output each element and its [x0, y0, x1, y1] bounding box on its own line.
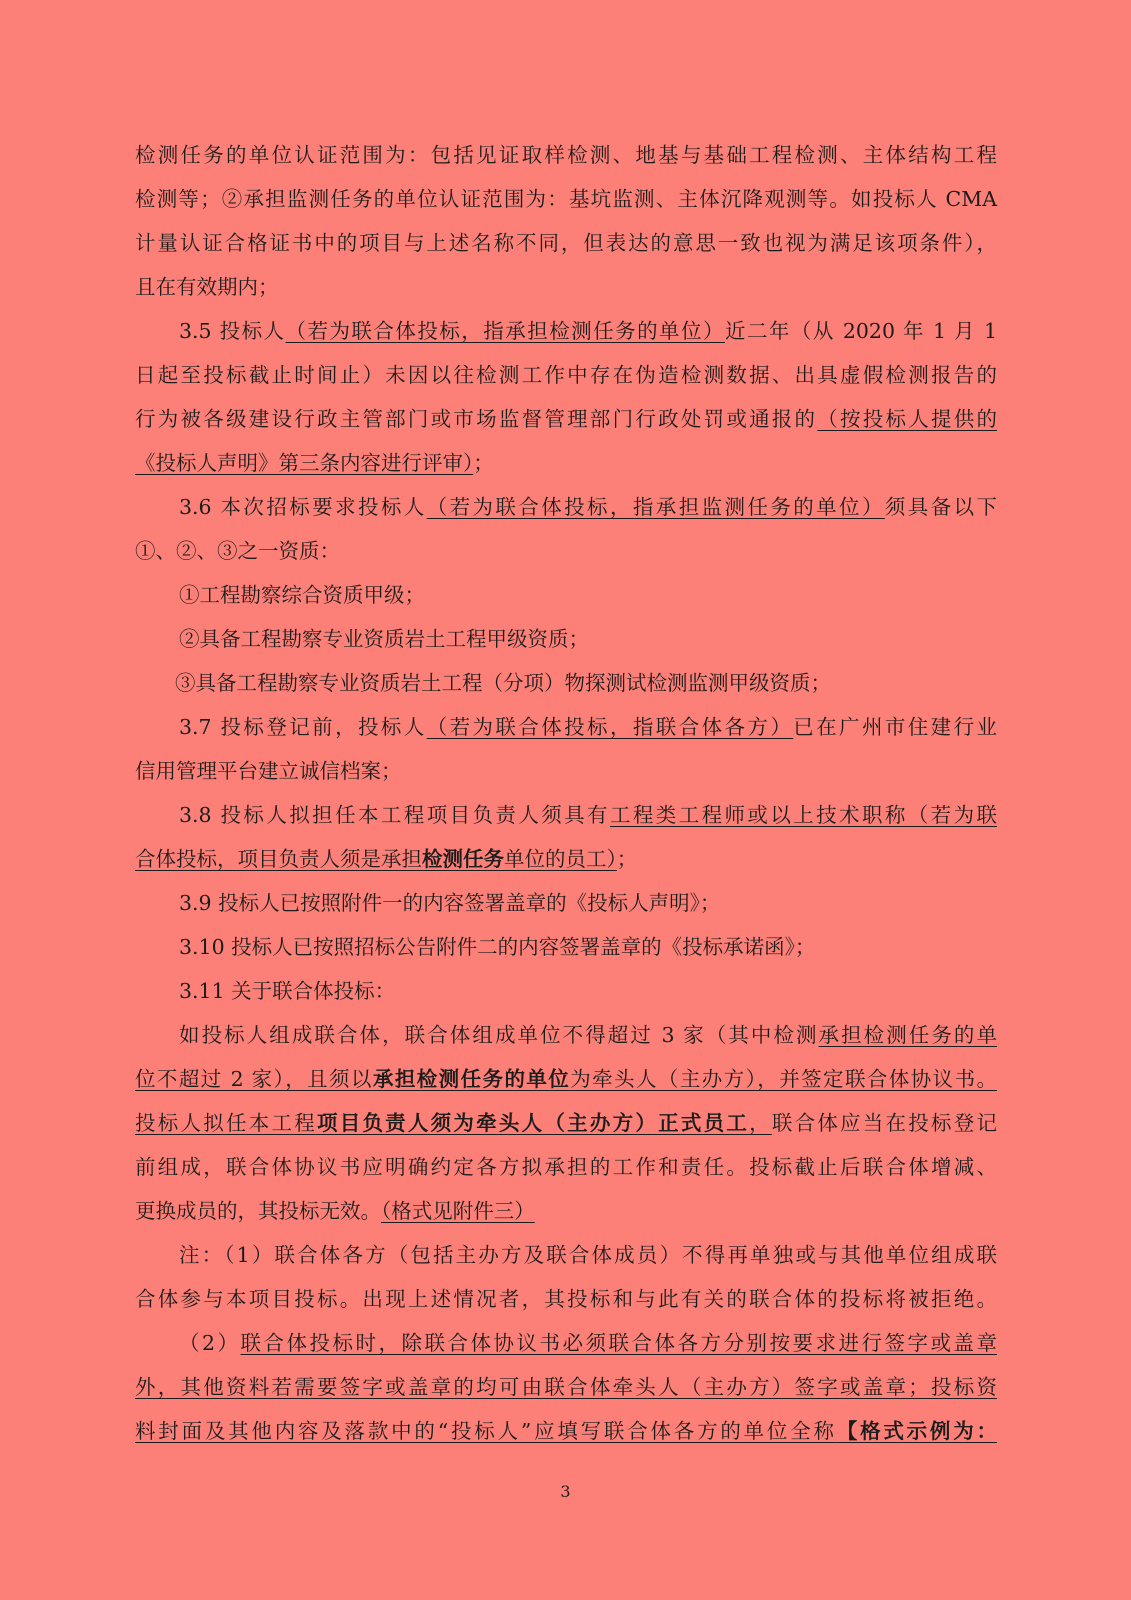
- text-line: [135, 177, 997, 221]
- text-segment: 计量认证合格证书中的项目与上述名称不同，但表达的意思一致也视为满足该项条件），: [135, 231, 997, 255]
- text-segment: 3.6 本次招标要求投标人: [179, 495, 427, 519]
- text-segment: 检测等；②承担监测任务的单位认证范围为：基坑监测、主体沉降观测等。如投标人 CMA: [135, 187, 997, 211]
- text-segment: ；: [616, 847, 638, 871]
- text-line: [135, 617, 997, 661]
- underlined-text: （按投标人提供的: [817, 407, 997, 431]
- text-line: [135, 1013, 997, 1057]
- text-segment: （2）: [179, 1331, 241, 1355]
- underlined-text: （格式见附件三）: [381, 1199, 535, 1223]
- text-segment: 合体参与本项目投标。出现上述情况者，其投标和与此有关的联合体的投标将被拒绝。: [135, 1287, 997, 1311]
- text-segment: 行为被各级建设行政主管部门或市场监督管理部门行政处罚或通报的: [135, 407, 818, 431]
- text-line: [135, 1101, 997, 1145]
- text-line: [135, 1277, 997, 1321]
- text-line: [135, 1365, 997, 1409]
- text-segment: 如投标人组成联合体，联合体组成单位不得超过 3 家（其中检测: [179, 1023, 819, 1047]
- text-segment: 日起至投标截止时间止）未因以往检测工作中存在伪造检测数据、出具虚假检测报告的: [135, 363, 997, 387]
- underlined-text: ，: [749, 1111, 772, 1135]
- text-line: [135, 309, 997, 353]
- text-line: [135, 1189, 997, 1233]
- text-line: [135, 221, 997, 265]
- underlined-text: 外，其他资料若需要签字或盖章的均可由联合体牵头人（主办方）签字或盖章；投标资: [135, 1375, 997, 1399]
- text-segment: 3.11 关于联合体投标：: [179, 979, 396, 1003]
- underlined-text: （若为联合体投标，指联合体各方）: [426, 715, 794, 739]
- text-segment: ②具备工程勘察专业资质岩土工程甲级资质；: [179, 627, 589, 651]
- text-segment: 已在广州市住建行业: [793, 715, 997, 739]
- text-line: [135, 881, 997, 925]
- document-body: [135, 133, 997, 1453]
- text-segment: 联合体应当在投标登记: [771, 1111, 998, 1135]
- underlined-text: 项目负责人须为牵头人（主办方）正式员工: [316, 1111, 750, 1135]
- text-segment: 3.5 投标人: [179, 319, 286, 343]
- underlined-text: 联合体投标时，除联合体协议书必须联合体各方分别按要求进行签字或盖章: [240, 1331, 998, 1355]
- text-line: [135, 397, 997, 441]
- text-line: [135, 265, 997, 309]
- text-segment: 3.8 投标人拟担任本工程项目负责人须具有: [179, 803, 610, 827]
- underlined-text: 承担检测任务的单: [818, 1023, 998, 1047]
- text-line: [135, 1233, 997, 1277]
- text-line: [135, 1409, 997, 1453]
- underlined-text: 投标人拟任本工程: [135, 1111, 317, 1135]
- underlined-text: 料封面及其他内容及落款中的“投标人”应填写联合体各方的单位全称: [135, 1419, 837, 1443]
- text-segment: 检测任务的单位认证范围为：包括见证取样检测、地基与基础工程检测、主体结构工程: [135, 143, 997, 167]
- text-line: [135, 1145, 997, 1189]
- text-line: [135, 749, 997, 793]
- text-segment: ③具备工程勘察专业资质岩土工程（分项）物探测试检测监测甲级资质；: [175, 671, 831, 695]
- underlined-text: 承担检测任务的单位: [372, 1067, 571, 1091]
- text-line: [135, 573, 997, 617]
- text-segment: 3.10 投标人已按照招标公告附件二的内容签署盖章的《投标承诺函》；: [179, 935, 816, 959]
- text-line: [135, 133, 997, 177]
- text-segment: ①工程勘察综合资质甲级；: [179, 583, 425, 607]
- underlined-text: 位不超过 2 家），且须以: [135, 1067, 373, 1091]
- text-segment: 更换成员的，其投标无效。: [135, 1199, 381, 1223]
- text-line: [135, 925, 997, 969]
- text-segment: 3.7 投标登记前，投标人: [179, 715, 427, 739]
- underlined-text: 检测任务: [422, 847, 504, 871]
- text-segment: 且在有效期内；: [135, 275, 279, 299]
- underlined-text: 工程类工程师或以上技术职称（若为联: [609, 803, 997, 827]
- text-line: [135, 441, 997, 485]
- text-line: [135, 793, 997, 837]
- text-segment: 注：（1）联合体各方（包括主办方及联合体成员）不得再单独或与其他单位组成联: [179, 1243, 997, 1267]
- underlined-text: 单位的员工）: [504, 847, 617, 871]
- text-line: [135, 1057, 997, 1101]
- text-line: [135, 705, 997, 749]
- text-line: [135, 837, 997, 881]
- text-segment: 须具备以下: [884, 495, 998, 519]
- text-segment: 近二年（从 2020 年 1 月 1: [724, 319, 997, 343]
- text-segment: ；: [473, 451, 494, 475]
- underlined-text: （若为联合体投标，指承担检测任务的单位）: [285, 319, 725, 343]
- text-line: [135, 661, 997, 705]
- text-line: [135, 485, 997, 529]
- text-line: [135, 1321, 997, 1365]
- text-line: [135, 529, 997, 573]
- text-segment: 前组成，联合体协议书应明确约定各方拟承担的工作和责任。投标截止后联合体增减、: [135, 1155, 997, 1179]
- text-segment: ①、②、③之一资质：: [135, 539, 340, 563]
- text-segment: 3.9 投标人已按照附件一的内容签署盖章的《投标人声明》；: [179, 891, 721, 915]
- underlined-text: （若为联合体投标，指承担监测任务的单位）: [426, 495, 885, 519]
- text-segment: 信用管理平台建立诚信档案；: [135, 759, 402, 783]
- page-number: 3: [560, 1482, 571, 1501]
- underlined-text: 合体投标，项目负责人须是承担: [135, 847, 422, 871]
- text-line: [135, 353, 997, 397]
- underlined-text: 《投标人声明》第三条内容进行评审）: [135, 451, 474, 475]
- underlined-text: 为牵头人（主办方），并签定联合体协议书。: [570, 1067, 998, 1091]
- text-line: [135, 969, 997, 1013]
- underlined-text: 【格式示例为：: [836, 1419, 998, 1443]
